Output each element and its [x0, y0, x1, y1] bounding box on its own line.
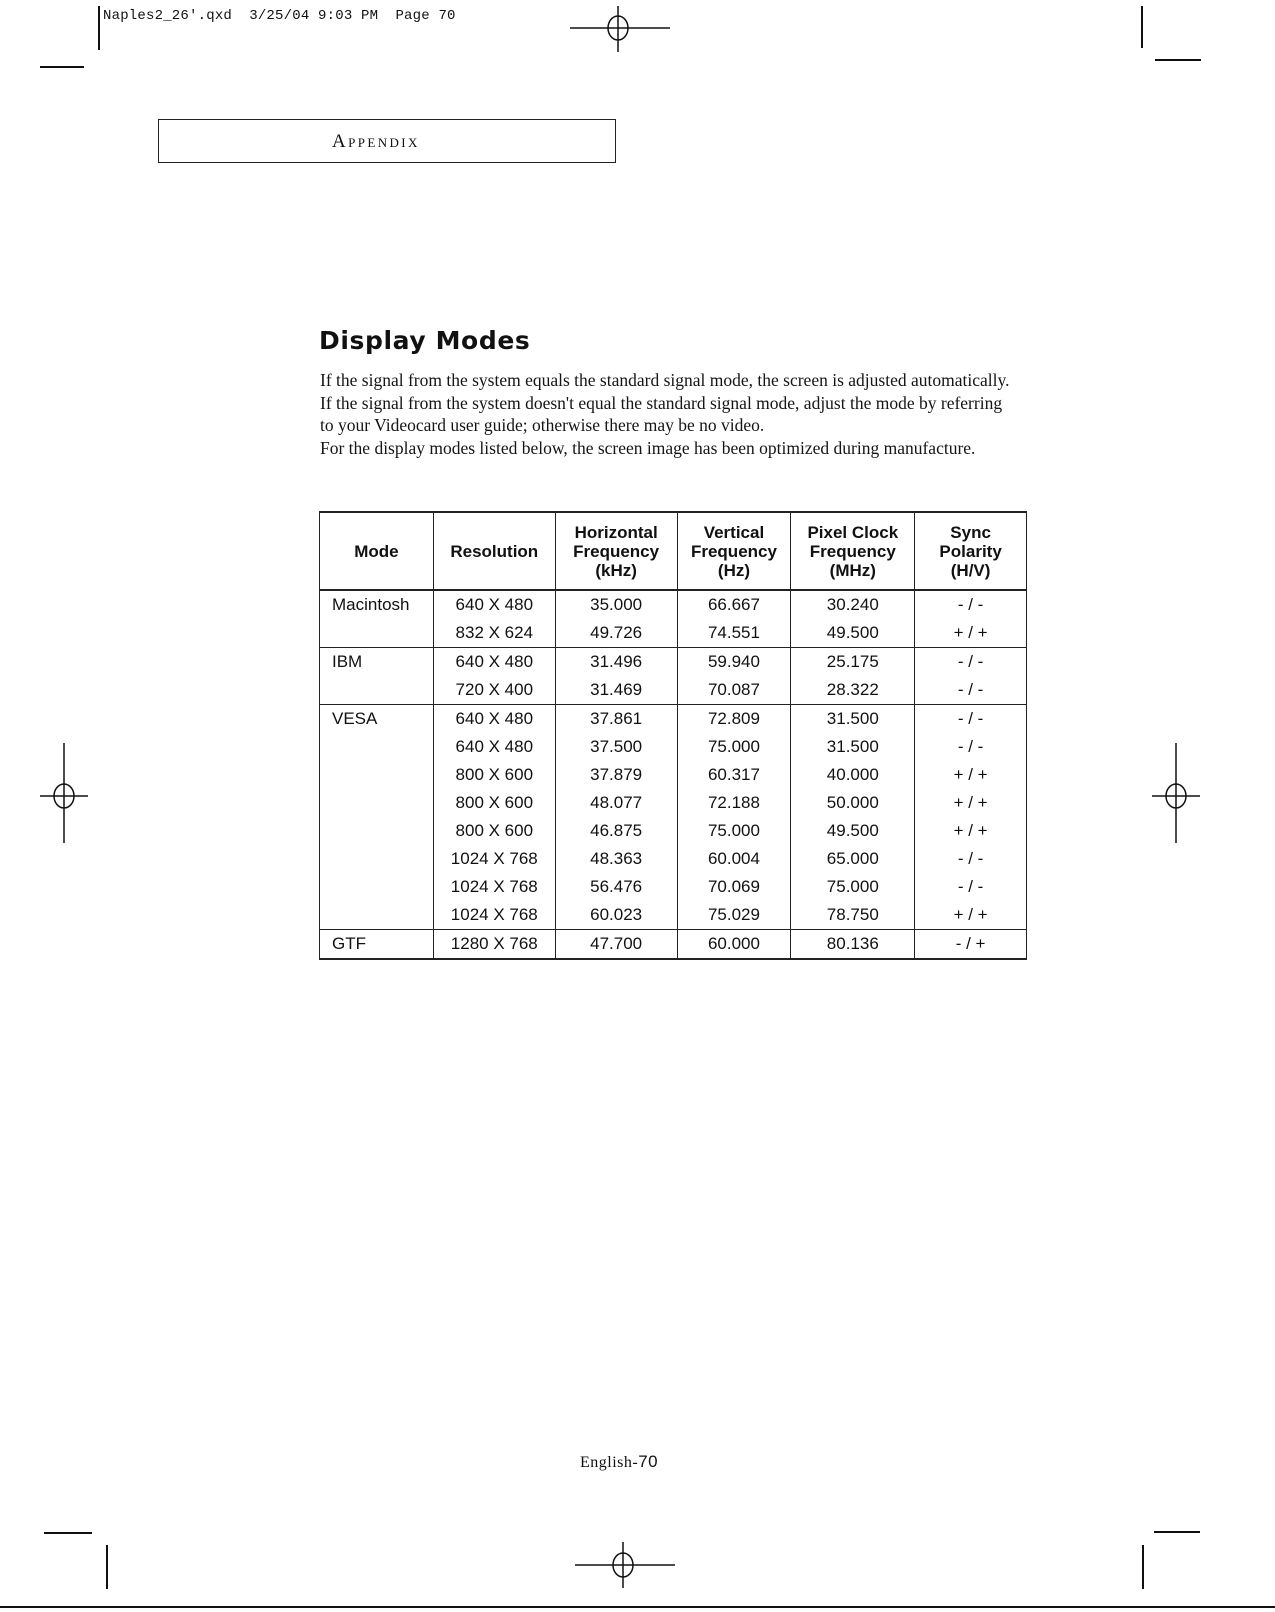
table-row — [320, 676, 1027, 705]
header-sync-polarity: Sync Polarity (H/V) — [915, 512, 1027, 590]
cell-horizontal-frequency: 46.875 — [555, 817, 677, 845]
cell-horizontal-frequency: 37.500 — [555, 733, 677, 761]
footer-language: English- — [580, 1454, 639, 1471]
table-row — [320, 619, 1027, 648]
cell-vertical-frequency: 60.317 — [677, 761, 791, 789]
cell-mode: IBM — [320, 648, 434, 677]
cell-horizontal-frequency: 48.077 — [555, 789, 677, 817]
header-vertical-frequency: Vertical Frequency (Hz) — [677, 512, 791, 590]
cell-sync-polarity: + / + — [915, 789, 1027, 817]
table-row — [320, 817, 1027, 845]
cell-resolution: 1280 X 768 — [433, 930, 555, 960]
table-body — [320, 590, 1027, 959]
registration-mark-top — [570, 6, 670, 52]
cell-mode — [320, 789, 434, 817]
print-slug: Naples2_26'.qxd 3/25/04 9:03 PM Page 70 — [103, 8, 456, 24]
cell-sync-polarity: + / + — [915, 619, 1027, 648]
cell-vertical-frequency: 70.069 — [677, 873, 791, 901]
header-resolution: Resolution — [433, 512, 555, 590]
cell-horizontal-frequency: 31.496 — [555, 648, 677, 677]
cell-resolution: 800 X 600 — [433, 789, 555, 817]
cell-pixel-clock: 75.000 — [791, 873, 915, 901]
table-row — [320, 733, 1027, 761]
cell-pixel-clock: 49.500 — [791, 817, 915, 845]
cell-mode — [320, 761, 434, 789]
table-row — [320, 930, 1027, 960]
cell-sync-polarity: - / - — [915, 733, 1027, 761]
cell-sync-polarity: + / + — [915, 761, 1027, 789]
cell-pixel-clock: 78.750 — [791, 901, 915, 930]
table-header-row — [320, 512, 1027, 590]
cell-resolution: 832 X 624 — [433, 619, 555, 648]
cell-sync-polarity: - / - — [915, 590, 1027, 619]
cell-pixel-clock: 40.000 — [791, 761, 915, 789]
cell-resolution: 800 X 600 — [433, 817, 555, 845]
cell-resolution: 640 X 480 — [433, 733, 555, 761]
paragraph: If the signal from the system doesn't equal the standard signal mode, adjust the mode by referring to your Videocard user guide; otherwise there may be no video. — [320, 392, 1003, 436]
cell-sync-polarity: - / - — [915, 873, 1027, 901]
registration-mark-right — [1152, 743, 1200, 843]
section-header-box — [158, 119, 616, 163]
cell-horizontal-frequency: 37.861 — [555, 705, 677, 734]
cell-sync-polarity: + / + — [915, 817, 1027, 845]
table-row — [320, 705, 1027, 734]
header-mode: Mode — [320, 512, 434, 590]
page-footer — [580, 1452, 658, 1472]
cell-horizontal-frequency: 31.469 — [555, 676, 677, 705]
page-number: 70 — [638, 1452, 659, 1471]
cell-resolution: 640 X 480 — [433, 705, 555, 734]
cell-mode: GTF — [320, 930, 434, 960]
cell-vertical-frequency: 72.809 — [677, 705, 791, 734]
cell-resolution: 1024 X 768 — [433, 845, 555, 873]
cell-sync-polarity: + / + — [915, 901, 1027, 930]
cell-pixel-clock: 31.500 — [791, 705, 915, 734]
cell-mode — [320, 733, 434, 761]
cell-mode — [320, 901, 434, 930]
table-row — [320, 873, 1027, 901]
header-horizontal-frequency: Horizontal Frequency (kHz) — [555, 512, 677, 590]
table-row — [320, 789, 1027, 817]
cell-pixel-clock: 80.136 — [791, 930, 915, 960]
cell-vertical-frequency: 75.000 — [677, 733, 791, 761]
cell-sync-polarity: - / - — [915, 648, 1027, 677]
cell-vertical-frequency: 70.087 — [677, 676, 791, 705]
cell-resolution: 640 X 480 — [433, 648, 555, 677]
cell-pixel-clock: 65.000 — [791, 845, 915, 873]
cell-vertical-frequency: 60.004 — [677, 845, 791, 873]
cell-resolution: 1024 X 768 — [433, 873, 555, 901]
cell-pixel-clock: 50.000 — [791, 789, 915, 817]
cell-horizontal-frequency: 48.363 — [555, 845, 677, 873]
cell-resolution: 640 X 480 — [433, 590, 555, 619]
cell-sync-polarity: - / - — [915, 845, 1027, 873]
cell-mode — [320, 619, 434, 648]
cell-mode — [320, 845, 434, 873]
table-row — [320, 761, 1027, 789]
cell-pixel-clock: 30.240 — [791, 590, 915, 619]
cell-vertical-frequency: 72.188 — [677, 789, 791, 817]
cell-resolution: 1024 X 768 — [433, 901, 555, 930]
cell-horizontal-frequency: 37.879 — [555, 761, 677, 789]
cell-mode — [320, 873, 434, 901]
table-row — [320, 845, 1027, 873]
paragraph: For the display modes listed below, the screen image has been optimized during manufacture. — [320, 438, 976, 459]
display-modes-table — [319, 511, 1027, 960]
cell-mode: VESA — [320, 705, 434, 734]
cell-resolution: 720 X 400 — [433, 676, 555, 705]
intro-text — [320, 369, 1020, 460]
registration-mark-bottom — [575, 1542, 675, 1588]
cell-vertical-frequency: 60.000 — [677, 930, 791, 960]
cell-sync-polarity: - / + — [915, 930, 1027, 960]
page-title: Display Modes — [319, 326, 531, 355]
table-row — [320, 648, 1027, 677]
table-row — [320, 590, 1027, 619]
table-row — [320, 901, 1027, 930]
section-label: Appendix — [332, 131, 420, 152]
cell-vertical-frequency: 75.000 — [677, 817, 791, 845]
cell-mode — [320, 676, 434, 705]
cell-pixel-clock: 28.322 — [791, 676, 915, 705]
cell-pixel-clock: 31.500 — [791, 733, 915, 761]
cell-pixel-clock: 25.175 — [791, 648, 915, 677]
cell-horizontal-frequency: 56.476 — [555, 873, 677, 901]
cell-sync-polarity: - / - — [915, 705, 1027, 734]
cell-mode — [320, 817, 434, 845]
cell-sync-polarity: - / - — [915, 676, 1027, 705]
registration-mark-left — [40, 743, 88, 843]
cell-horizontal-frequency: 49.726 — [555, 619, 677, 648]
cell-vertical-frequency: 66.667 — [677, 590, 791, 619]
cell-pixel-clock: 49.500 — [791, 619, 915, 648]
cell-horizontal-frequency: 47.700 — [555, 930, 677, 960]
paragraph: If the signal from the system equals the standard signal mode, the screen is adjusted automatically. — [320, 370, 1010, 390]
cell-horizontal-frequency: 35.000 — [555, 590, 677, 619]
cell-vertical-frequency: 75.029 — [677, 901, 791, 930]
header-pixel-clock: Pixel Clock Frequency (MHz) — [791, 512, 915, 590]
cell-vertical-frequency: 59.940 — [677, 648, 791, 677]
cell-horizontal-frequency: 60.023 — [555, 901, 677, 930]
cell-resolution: 800 X 600 — [433, 761, 555, 789]
cell-vertical-frequency: 74.551 — [677, 619, 791, 648]
cell-mode: Macintosh — [320, 590, 434, 619]
